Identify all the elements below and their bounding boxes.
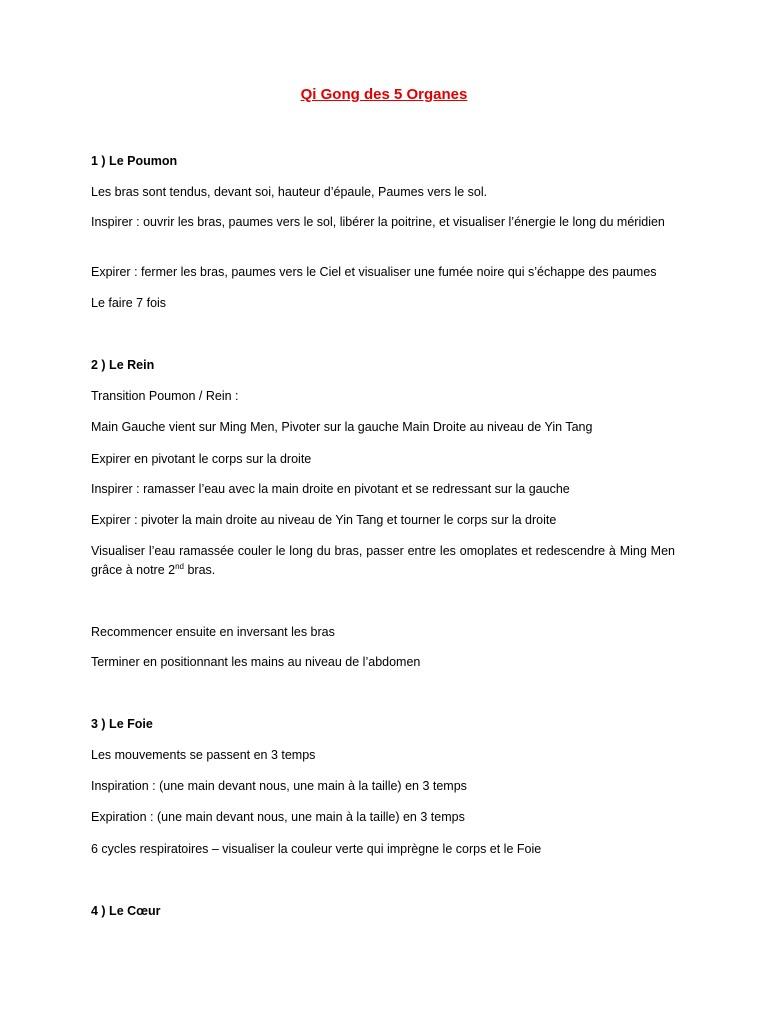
paragraph: Les mouvements se passent en 3 temps xyxy=(91,748,316,762)
paragraph: Terminer en positionnant les mains au niveau de l’abdomen xyxy=(91,655,421,669)
paragraph: Expirer : pivoter la main droite au niveau de Yin Tang et tourner le corps sur la droite xyxy=(91,513,557,527)
paragraph: Expirer : fermer les bras, paumes vers le Ciel et visualiser une fumée noire qui s’échappe des paumes xyxy=(91,265,657,279)
paragraph: Inspiration : (une main devant nous, une main à la taille) en 3 temps xyxy=(91,779,467,793)
paragraph: 6 cycles respiratoires – visualiser la couleur verte qui imprègne le corps et le Foie xyxy=(91,842,542,856)
section-heading-rein: 2 ) Le Rein xyxy=(91,358,155,372)
paragraph: Inspirer : ouvrir les bras, paumes vers le sol, libérer la poitrine, et visualiser l’énergie le long du méridien xyxy=(91,215,665,229)
paragraph: Inspirer : ramasser l’eau avec la main droite en pivotant et se redressant sur la gauche xyxy=(91,482,570,496)
section-heading-foie: 3 ) Le Foie xyxy=(91,717,153,731)
paragraph xyxy=(91,542,675,580)
paragraph-text: Visualiser l’eau ramassée couler le long du bras, passer entre les omoplates et redescendre à Ming Men grâce à notre 2 xyxy=(91,544,675,577)
section-heading-coeur: 4 ) Le Cœur xyxy=(91,904,161,918)
paragraph-text: bras. xyxy=(184,563,216,577)
paragraph: Le faire 7 fois xyxy=(91,296,167,310)
paragraph: Les bras sont tendus, devant soi, hauteur d’épaule, Paumes vers le sol. xyxy=(91,185,488,199)
section-heading-poumon: 1 ) Le Poumon xyxy=(91,154,178,168)
paragraph: Recommencer ensuite en inversant les bras xyxy=(91,625,335,639)
paragraph: Expirer en pivotant le corps sur la droite xyxy=(91,452,312,466)
document-title: Qi Gong des 5 Organes xyxy=(300,86,468,103)
paragraph: Expiration : (une main devant nous, une main à la taille) en 3 temps xyxy=(91,810,465,824)
paragraph: Transition Poumon / Rein : xyxy=(91,389,239,403)
paragraph: Main Gauche vient sur Ming Men, Pivoter sur la gauche Main Droite au niveau de Yin Tang xyxy=(91,420,593,434)
superscript: nd xyxy=(175,561,184,571)
